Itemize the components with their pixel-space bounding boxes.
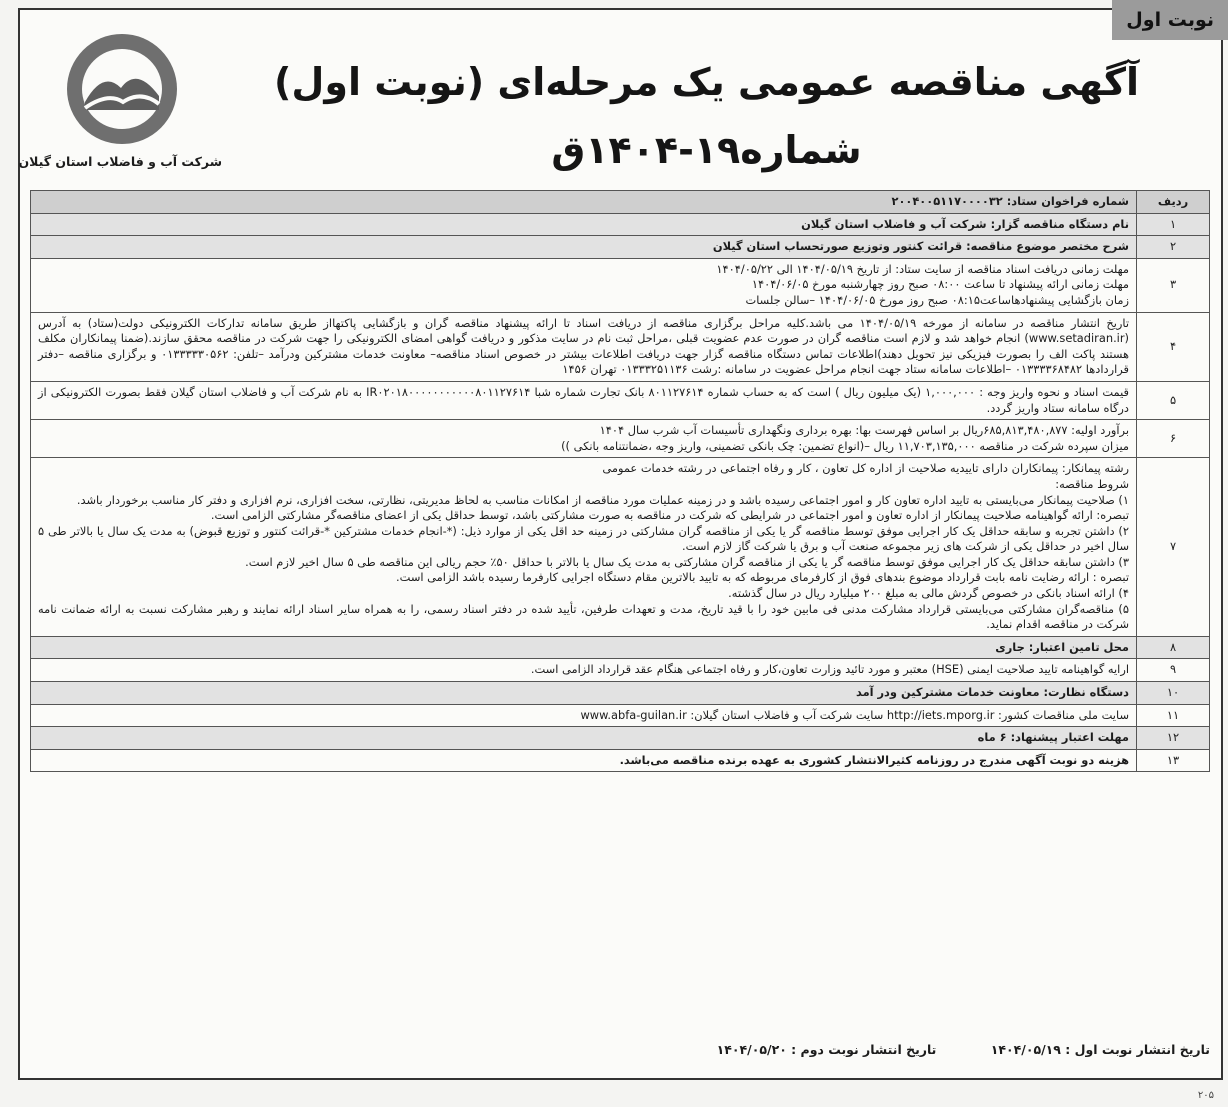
row-number: ۵ xyxy=(1137,381,1210,419)
row-text: نام دستگاه مناقصه گزار: شرکت آب و فاضلاب استان گیلان xyxy=(31,213,1137,236)
publication-dates xyxy=(30,1042,1210,1057)
page-number: ۲۰۵ xyxy=(1197,1090,1214,1101)
table-row xyxy=(31,659,1210,682)
table-row xyxy=(31,749,1210,772)
row-text: ارایه گواهینامه تایید صلاحیت ایمنی (HSE) معتبر و مورد تائید وزارت تعاون،کار و رفاه اجتماعی هنگام عقد قرارداد الزامی است. xyxy=(31,659,1137,682)
table-row xyxy=(31,258,1210,312)
row-number: ۱۱ xyxy=(1137,704,1210,727)
row-number: ۱۰ xyxy=(1137,682,1210,705)
table-row xyxy=(31,458,1210,637)
row-line: میزان سپرده شرکت در مناقصه ۱۱,۷۰۳,۱۳۵,۰۰۰ ریال –(انواع تضمین: چک بانکی تضمینی، واریز وجه ،ضمانتنامه بانکی )) xyxy=(561,438,1129,453)
table-row xyxy=(31,636,1210,659)
tender-table xyxy=(30,190,1210,772)
row-number: ۱۳ xyxy=(1137,749,1210,772)
row-text: سایت ملی مناقصات کشور: http://iets.mporg.ir سایت شرکت آب و فاضلاب استان گیلان: www.abfa-guilan.ir xyxy=(31,704,1137,727)
row-number: ۷ xyxy=(1137,458,1210,637)
row-line: برآورد اولیه: ۶۸۵,۸۱۳,۴۸۰,۸۷۷ریال بر اساس فهرست بها: بهره برداری ونگهداری تأسیسات آب شرب سال ۱۴۰۴ xyxy=(599,423,1129,438)
row-text: دستگاه نظارت: معاونت خدمات مشترکین ودر آمد xyxy=(31,682,1137,705)
row-number: ۲ xyxy=(1137,236,1210,259)
row-line: تبصره : ارائه رضایت نامه بابت قرارداد موضوع بندهای فوق از کارفرمای مربوطه که به تایید بالاترین مقام دستگاه اجرایی کارفرما رسیده باشد الزامی است. xyxy=(396,570,1129,585)
table-row xyxy=(31,727,1210,750)
row-text: هزینه دو نوبت آگهی مندرج در روزنامه کثیرالانتشار کشوری به عهده برنده مناقصه می‌باشد. xyxy=(31,749,1137,772)
logo-caption: شرکت آب و فاضلاب استان گیلان xyxy=(18,154,222,169)
second-publication-date: تاریخ انتشار نوبت دوم : ۱۴۰۴/۰۵/۲۰ xyxy=(716,1042,937,1057)
notice-round-badge: نوبت اول xyxy=(1112,0,1228,40)
table-row xyxy=(31,236,1210,259)
row-text xyxy=(31,420,1137,458)
row-line: ۲) داشتن تجربه و سابقه حداقل یک کار اجرایی موفق توسط مناقصه گر یا یکی از مناقصه گران مشارکتی در زمینه حد اقل یکی از موارد ذیل: (*-انجام خدمات مشترکین *-قرائت کنتور و توزیع قبوض) به مدت یک سال یا بالاتر طی ۵ سال اخیر در حداقل یکی از شرکت های زیر مجموعه صنعت آب و برق یا شرکت گاز لازم است. xyxy=(38,523,1129,554)
row-line: شروط مناقصه: xyxy=(1055,476,1129,491)
table-row xyxy=(31,420,1210,458)
table-header-row xyxy=(31,191,1210,214)
row-text xyxy=(31,458,1137,637)
row-number: ۶ xyxy=(1137,420,1210,458)
row-line: ۳) داشتن سابقه حداقل یک کار اجرایی موفق توسط مناقصه گر یا یکی از مناقصه گران مشارکتی به مدت یک سال یا بالاتر با حداقل ۵۰٪ حجم ریالی این مناقصه طی ۵ سال اخیر لازم است. xyxy=(245,554,1129,569)
table-row xyxy=(31,312,1210,381)
row-line: رشته پیمانکار: پیمانکاران دارای تاییدیه صلاحیت از اداره کل تعاون ، کار و رفاه اجتماعی در رشته خدمات عمومی xyxy=(602,461,1129,476)
table-row xyxy=(31,682,1210,705)
table-row xyxy=(31,213,1210,236)
row-number: ۱ xyxy=(1137,213,1210,236)
table-row xyxy=(31,381,1210,419)
row-line: ۵) مناقصه‌گران مشارکتی می‌بایستی قرارداد مشارکت مدنی فی مابین خود را با قید تاریخ، مدت و تعهدات طرفین، تأیید شده در دفتر اسناد رسمی، را به همراه سایر اسناد ارائه نمایند و رهبر مشارکت نسبت به ارائه ضمانت نامه شرکت در مناقصه اقدام نماید. xyxy=(38,601,1129,632)
row-number: ۳ xyxy=(1137,258,1210,312)
row-text: قیمت اسناد و نحوه واریز وجه : ۱,۰۰۰,۰۰۰ (یک میلیون ریال ) است که به حساب شماره ۸۰۱۱۲۷۶۱۴ بانک تجارت شماره شبا IR۰۲۰۱۸۰۰۰۰۰۰۰۰۰۰۰۸۰۱۱۲۷۶۱۴ به نام شرکت آب و فاضلاب استان گیلان فقط بصورت الکترونیکی از درگاه سامانه ستاد واریز گردد. xyxy=(31,381,1137,419)
row-line: ۱) صلاحیت پیمانکار می‌بایستی به تایید اداره تعاون کار و امور اجتماعی رسیده باشد و در زمینه عملیات مورد مناقصه از امکانات مناسب به لحاظ مدیریتی، نظارتی، سخت افزاری، نرم افزاری و دفتر کار مناسب برخوردار باشد. xyxy=(76,492,1129,507)
row-line: تبصره: ارائه گواهینامه صلاحیت پیمانکار از اداره تعاون و امور اجتماعی در شرایطی که شرکت در مناقصه به صورت مشارکتی باشد، توسط حداقل یکی از اعضای مناقصه‌گر مشارکتی الزامی است. xyxy=(210,508,1129,523)
header-call-number: شماره فراخوان ستاد: ۲۰۰۴۰۰۵۱۱۷۰۰۰۰۳۲ xyxy=(31,191,1137,214)
row-number: ۸ xyxy=(1137,636,1210,659)
row-line: مهلت زمانی ارائه پیشنهاد تا ساعت ۰۸:۰۰ صبح روز چهارشنبه مورخ ۱۴۰۴/۰۶/۰۵ xyxy=(751,277,1129,292)
row-text xyxy=(31,258,1137,312)
row-line: زمان بازگشایی پیشنهادهاساعت۰۸:۱۵ صبح روز مورخ ۱۴۰۴/۰۶/۰۵ –سالن جلسات xyxy=(745,292,1129,307)
row-number: ۱۲ xyxy=(1137,727,1210,750)
row-number: ۴ xyxy=(1137,312,1210,381)
table-row xyxy=(31,704,1210,727)
water-drop-logo-icon xyxy=(63,30,181,148)
first-publication-date: تاریخ انتشار نوبت اول : ۱۴۰۴/۰۵/۱۹ xyxy=(990,1042,1210,1057)
row-number: ۹ xyxy=(1137,659,1210,682)
company-logo xyxy=(18,30,222,190)
row-line: ۴) ارائه اسناد بانکی در خصوص گردش مالی به مبلغ ۲۰۰ میلیارد ریال در سال گذشته. xyxy=(728,586,1129,601)
row-text: تاریخ انتشار مناقصه در سامانه از مورخه ۱۴۰۴/۰۵/۱۹ می باشد.کلیه مراحل برگزاری مناقصه از دریافت اسناد تا ارائه پیشنهاد مناقصه گران و بازگشایی پاکتهااز طریق سامانه تدارکات الکترونیکی دولت(ستاد) به آدرس (www.setadiran.ir) انجام خواهد شد و لازم است مناقصه گران در صورت عدم عضویت قبلی ،مراحل ثبت نام در سایت مذکور و دریافت گواهی امضای الکترونیکی را جهت شرکت در مناقصه محقق سازند.(ضمنا پیمانکاران مکلف هستند پاکت الف را بصورت فیزیکی نیز تحویل دهند)اطلاعات تماس دستگاه مناقصه گزار جهت دریافت اطلاعات بیشتر در خصوص اسناد مناقصه– معاونت خدمات مشترکین ودرآمد –تلفن: ۰۱۳۳۳۳۳۰۵۶۲ و برگزاری مناقصه –دفتر قراردادها ۰۱۳۳۳۳۶۸۴۸۲ –اطلاعات سامانه ستاد جهت انجام مراحل عضویت در سامانه :رشت ۰۱۳۳۳۲۵۱۱۳۶ تهران ۱۴۵۶ xyxy=(31,312,1137,381)
notice-number: شماره۱۹-۱۴۰۴ق xyxy=(551,128,862,172)
row-text: مهلت اعتبار پیشنهاد: ۶ ماه xyxy=(31,727,1137,750)
row-text: شرح مختصر موضوع مناقصه: قرائت کنتور وتوزیع صورتحساب استان گیلان xyxy=(31,236,1137,259)
row-line: مهلت زمانی دریافت اسناد مناقصه از سایت ستاد: از تاریخ ۱۴۰۴/۰۵/۱۹ الی ۱۴۰۴/۰۵/۲۲ xyxy=(716,261,1129,276)
header-row-number: ردیف xyxy=(1137,191,1210,214)
row-text: محل تامین اعتبار: جاری xyxy=(31,636,1137,659)
notice-title: آگهی مناقصه عمومی یک مرحله‌ای (نوبت اول) xyxy=(273,60,1140,104)
